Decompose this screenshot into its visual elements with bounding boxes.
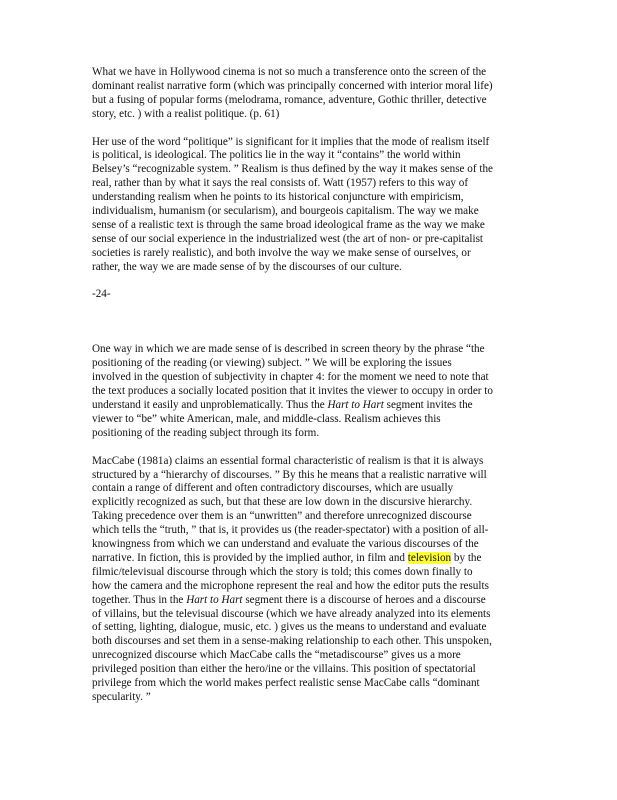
document-page: [92, 66, 532, 719]
text-line: positioning of the reading (or viewing) subject. ” We will be exploring the issues: [92, 357, 452, 370]
text-line: specularity. ”: [92, 691, 151, 704]
text-line: understanding realism when he points to its historical conjuncture with empiricism,: [92, 191, 464, 204]
text-line: viewer to “be” white American, male, and middle-class. Realism achieves this: [92, 412, 441, 425]
text-line: Belsey’s “recognizable system. ” Realism is thus defined by the way it makes sense of the: [92, 163, 493, 176]
text-line: both discourses and set them in a sense-making relationship to each other. This unspoken,: [92, 635, 492, 648]
text-line: privilege from which the world makes perfect realistic sense MacCabe calls “dominant: [92, 677, 480, 690]
text-run: together. Thus in the: [92, 593, 184, 606]
paragraph-positioning: [92, 343, 532, 440]
text-line: privileged position than either the hero/ine or the villains. This position of spectatorial: [92, 663, 476, 676]
italic-title: Hart to Hart: [327, 399, 384, 411]
italic-title: Hart to Hart: [186, 593, 243, 606]
text-line: contain a range of different and often contradictory discourses, which are usually: [92, 482, 454, 495]
text-line: dominant realist narrative form (which was principally concerned with interior moral life): [92, 79, 493, 92]
text-line: unrecognized discourse which MacCabe calls the “metadiscourse” gives us a more: [92, 649, 461, 662]
text-line: involved in the question of subjectivity in chapter 4: for the moment we need to note that: [92, 371, 489, 384]
text-line: filmic/televisual discourse through which the story is told; this comes down finally to: [92, 565, 473, 578]
text-line: positioning of the reading subject through its form.: [92, 426, 320, 439]
text-line: of villains, but the televisual discourse (which we have already analyzed into its elements: [92, 607, 491, 620]
text-line: is political, is ideological. The politics lie in the way it “contains” the world within: [92, 149, 461, 162]
text-line: knowingness from which we can understand and evaluate the various discourses of the: [92, 538, 479, 551]
text-line: explicitly recognized as such, but that these are low down in the discursive hierarchy.: [92, 496, 473, 509]
text-line: [92, 399, 532, 413]
block-quote: [92, 66, 532, 122]
text-line: sense of our social experience in the industrialized west (the art of non- or pre-capitalist: [92, 232, 484, 245]
text-line: What we have in Hollywood cinema is not so much a transference onto the screen of the: [92, 66, 487, 78]
text-line: MacCabe (1981a) claims an essential formal characteristic of realism is that it is always: [92, 454, 484, 467]
text-run: narrative. In fiction, this is provided by the implied author, in film and: [92, 551, 405, 564]
text-line: story, etc. ) with a realist politique. (p. 61): [92, 107, 280, 120]
highlighted-word: television: [407, 551, 452, 564]
text-line: rather, the way we are made sense of by the discourses of our culture.: [92, 260, 402, 273]
text-line: Taking precedence over them is an “unwritten” and therefore unrecognized discourse: [92, 510, 472, 523]
text-line: how the camera and the microphone represent the real and how the editor puts the results: [92, 579, 489, 592]
text-line: Her use of the word “politique” is significant for it implies that the mode of realism itself: [92, 135, 490, 148]
paragraph-politique: [92, 136, 532, 275]
text-line: structured by a “hierarchy of discourses. ” By this he means that a realistic narrative will: [92, 468, 487, 481]
text-line: societies is rarely realistic), and both involve the way we make sense of ourselves, or: [92, 246, 471, 259]
text-line: which tells the “truth, ” that is, it provides us (the reader-spectator) with a position of all-: [92, 524, 489, 537]
text-run: by the: [453, 551, 482, 564]
page-number: -24-: [92, 288, 111, 301]
text-line: of setting, lighting, dialogue, music, etc. ) gives us the means to understand and evaluate: [92, 621, 487, 634]
text-run: segment there is a discourse of heroes and a discourse: [245, 593, 486, 606]
text-line: One way in which we are made sense of is described in screen theory by the phrase “the: [92, 343, 485, 356]
text-run: segment invites the: [386, 399, 473, 411]
text-line: [92, 552, 532, 566]
paragraph-maccabe: [92, 455, 532, 705]
page-break-gap: [92, 302, 532, 343]
text-line: [92, 594, 532, 608]
text-line: but a fusing of popular forms (melodrama, romance, adventure, Gothic thriller, detective: [92, 93, 487, 106]
text-line: sense of a realistic text is through the same broad ideological frame as the way we make: [92, 218, 485, 231]
text-line: individualism, humanism (or secularism), and bourgeois capitalism. The way we make: [92, 205, 479, 218]
text-line: real, rather than by what it says the real consists of. Watt (1957) refers to this way of: [92, 177, 469, 190]
text-run: understand it easily and unproblematically. Thus the: [92, 399, 325, 411]
text-line: the text produces a socially located position that it invites the viewer to occupy in order to: [92, 385, 493, 398]
